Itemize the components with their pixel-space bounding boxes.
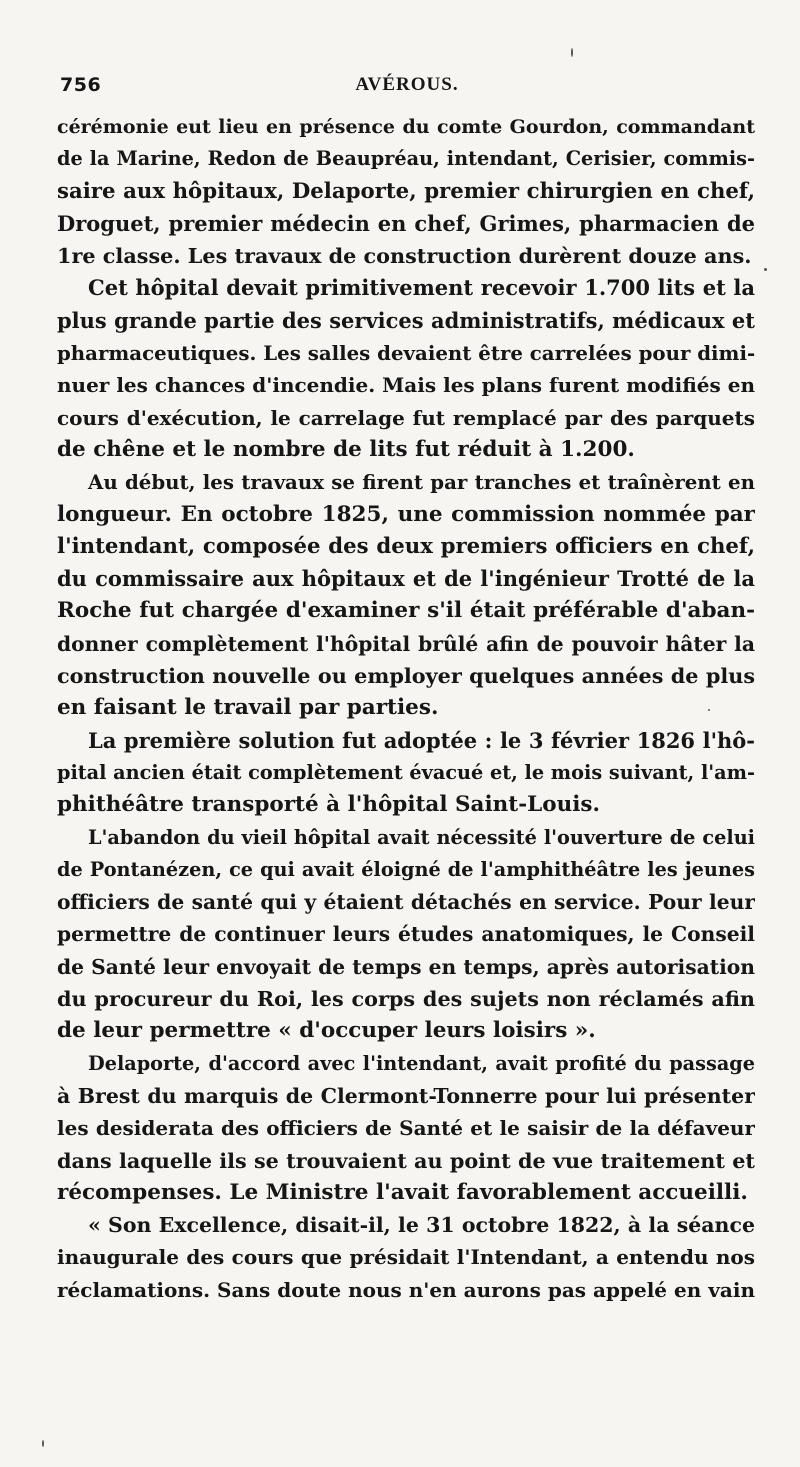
- text-line: 1re classe. Les travaux de construction durèrent douze ans.: [57, 244, 752, 269]
- text-line: de la Marine, Redon de Beaupréau, intendant, Cerisier, commis-: [57, 147, 755, 171]
- paper-speck: [764, 268, 767, 271]
- text-line: de leur permettre « d'occuper leurs loisirs ».: [57, 1018, 596, 1044]
- paragraph-start-line: Cet hôpital devait primitivement recevoir 1.700 lits et la: [88, 275, 755, 301]
- text-line: officiers de santé qui y étaient détachés en service. Pour leur: [57, 890, 755, 915]
- text-line: nuer les chances d'incendie. Mais les plans furent modifiés en: [57, 373, 755, 398]
- text-line: de chêne et le nombre de lits fut réduit à 1.200.: [57, 436, 635, 462]
- text-line: du commissaire aux hôpitaux et de l'ingénieur Trotté de la: [57, 566, 755, 592]
- paper-speck: [708, 709, 710, 711]
- paper-speck: [42, 1440, 44, 1447]
- text-line: pital ancien était complètement évacué et, le mois suivant, l'am-: [57, 760, 755, 784]
- text-line: du procureur du Roi, les corps des sujets non réclamés afin: [57, 987, 755, 1012]
- text-line: construction nouvelle ou employer quelques années de plus: [57, 664, 755, 689]
- text-line: récompenses. Le Ministre l'avait favorablement accueilli.: [57, 1179, 748, 1205]
- text-line: phithéâtre transporté à l'hôpital Saint-Louis.: [57, 792, 600, 818]
- text-line: plus grande partie des services administratifs, médicaux et: [57, 307, 755, 333]
- paragraph-start-line: « Son Excellence, disait-il, le 31 octobre 1822, à la séance: [88, 1213, 755, 1238]
- text-line: Droguet, premier médecin en chef, Grimes, pharmacien de: [57, 210, 755, 236]
- text-line: réclamations. Sans doute nous n'en aurons pas appelé en vain: [57, 1277, 755, 1302]
- text-line: en faisant le travail par parties.: [57, 695, 439, 721]
- text-line: donner complètement l'hôpital brûlé afin de pouvoir hâter la: [57, 631, 755, 656]
- text-line: de Santé leur envoyait de temps en temps, après autorisation: [57, 954, 755, 979]
- paragraph-start-line: La première solution fut adoptée : le 3 février 1826 l'hô-: [88, 727, 755, 753]
- running-title: AVÉROUS.: [355, 74, 459, 95]
- text-line: pharmaceutiques. Les salles devaient être carrelées pour dimi-: [57, 341, 755, 366]
- text-line: permettre de continuer leurs études anatomiques, le Conseil: [57, 922, 755, 947]
- page-number: 756: [60, 74, 102, 96]
- text-line: l'intendant, composée des deux premiers officiers en chef,: [57, 533, 755, 559]
- text-line: de Pontanézen, ce qui avait éloigné de l'amphithéâtre les jeunes: [57, 857, 755, 881]
- paragraph-start-line: L'abandon du vieil hôpital avait nécessité l'ouverture de celui: [88, 825, 755, 849]
- text-line: dans laquelle ils se trouvaient au point de vue traitement et: [57, 1148, 755, 1173]
- text-line: Roche fut chargée d'examiner s'il était préférable d'aban-: [57, 598, 755, 624]
- paragraph-start-line: Delaporte, d'accord avec l'intendant, avait profité du passage: [88, 1051, 755, 1075]
- text-line: cours d'exécution, le carrelage fut remplacé par des parquets: [57, 405, 755, 430]
- paragraph-start-line: Au début, les travaux se firent par tranches et traînèrent en: [88, 470, 755, 495]
- text-line: longueur. En octobre 1825, une commission nommée par: [57, 501, 755, 527]
- running-head: [60, 70, 754, 104]
- paper-speck: [571, 48, 573, 57]
- text-line: cérémonie eut lieu en présence du comte Gourdon, commandant: [57, 116, 755, 138]
- text-line: les desiderata des officiers de Santé et le saisir de la défaveur: [57, 1116, 755, 1141]
- text-line: saire aux hôpitaux, Delaporte, premier chirurgien en chef,: [57, 178, 755, 204]
- body-text: [57, 111, 755, 1306]
- text-line: à Brest du marquis de Clermont-Tonnerre pour lui présenter: [57, 1083, 755, 1108]
- text-line: inaugurale des cours que présidait l'Intendant, a entendu nos: [57, 1245, 755, 1270]
